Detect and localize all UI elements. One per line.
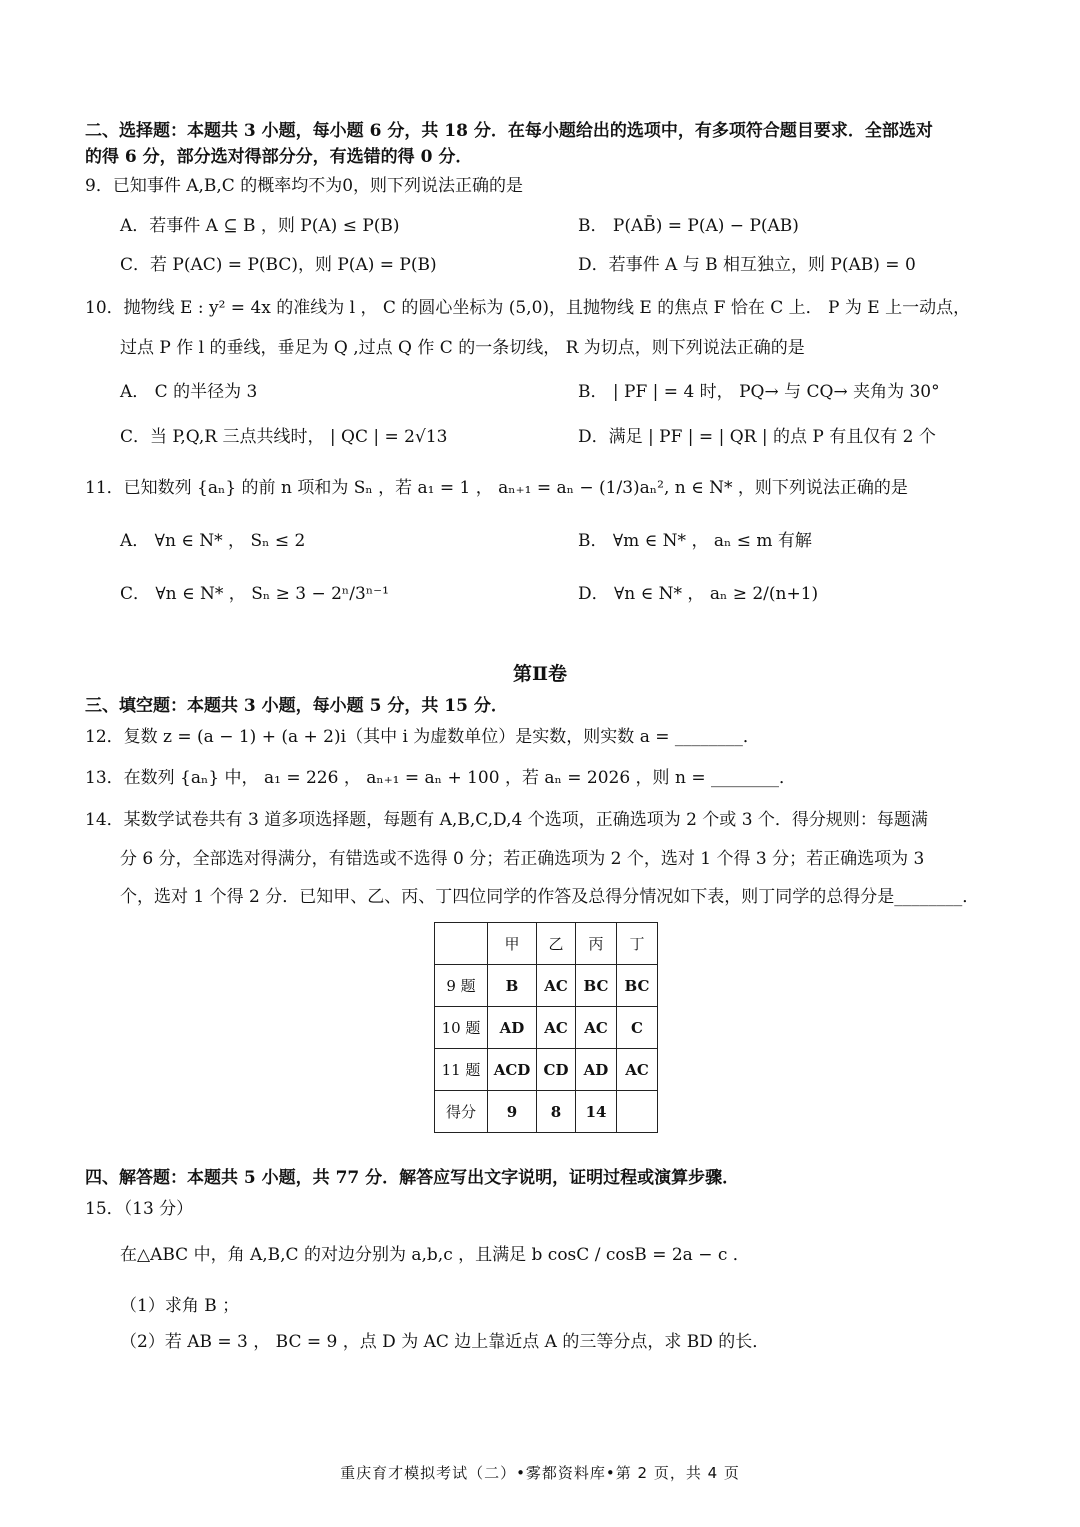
q11-option-a: A． ∀n ∈ N* ， Sₙ ≤ 2 — [120, 531, 306, 551]
part2-title: 第Ⅱ卷 — [512, 663, 567, 685]
table-header-cell: 丙 — [576, 923, 617, 965]
table-cell: AD — [488, 1007, 537, 1049]
q14-line1: 14．某数学试卷共有 3 道多项选择题，每题有 A,B,C,D,4 个选项，正确选项为 2 个或 3 个．得分规则：每题满 — [85, 810, 928, 830]
table-header-cell — [435, 923, 488, 965]
table-row — [435, 1091, 658, 1133]
table-cell: 14 — [576, 1091, 617, 1133]
score-table — [434, 922, 658, 1133]
q12-text: 12．复数 z = (a − 1) + (a + 2)i（其中 i 为虚数单位）是实数，则实数 a = ________． — [85, 727, 760, 747]
q9-option-b: B． P(AB̄) = P(A) − P(AB) — [578, 216, 799, 236]
table-row — [435, 1049, 658, 1091]
table-header-row — [435, 923, 658, 965]
section4-header: 四、解答题：本题共 5 小题，共 77 分．解答应写出文字说明，证明过程或演算步骤． — [85, 1168, 740, 1188]
table-cell: AC — [537, 965, 576, 1007]
table-cell: AC — [617, 1049, 658, 1091]
table-cell: 11 题 — [435, 1049, 488, 1091]
q10-stem-line1: 10．抛物线 E : y² = 4x 的准线为 l ， C 的圆心坐标为 (5,0)，且抛物线 E 的焦点 F 恰在 C 上． P 为 E 上一动点， — [85, 298, 971, 318]
q14-line2: 分 6 分，全部选对得满分，有错选或不选得 0 分；若正确选项为 2 个，选对 1 个得 3 分；若正确选项为 3 — [120, 849, 925, 869]
table-cell: BC — [617, 965, 658, 1007]
q9-option-a: A．若事件 A ⊆ B ，则 P(A) ≤ P(B) — [120, 216, 400, 236]
table-cell: BC — [576, 965, 617, 1007]
table-header-cell: 乙 — [537, 923, 576, 965]
page-footer: 重庆育才模拟考试（二）•雾都资料库•第 2 页，共 4 页 — [340, 1464, 740, 1482]
q11-option-c: C． ∀n ∈ N* ， Sₙ ≥ 3 − 2ⁿ/3ⁿ⁻¹ — [120, 584, 389, 604]
table-cell: ACD — [488, 1049, 537, 1091]
q10-option-d: D．满足 | PF | = | QR | 的点 P 有且仅有 2 个 — [578, 427, 936, 447]
table-cell: 9 题 — [435, 965, 488, 1007]
table-cell: AC — [537, 1007, 576, 1049]
q9-option-c: C．若 P(AC) = P(BC)，则 P(A) = P(B) — [120, 255, 437, 275]
section2-header-line1: 二、选择题：本题共 3 小题，每小题 6 分，共 18 分．在每小题给出的选项中，有多项符合题目要求．全部选对 — [85, 121, 933, 141]
table-cell: C — [617, 1007, 658, 1049]
section3-header: 三、填空题：本题共 3 小题，每小题 5 分，共 15 分． — [85, 696, 508, 716]
q11-option-b: B． ∀m ∈ N* ， aₙ ≤ m 有解 — [578, 531, 812, 551]
table-header-cell: 丁 — [617, 923, 658, 965]
q11-stem: 11．已知数列 {aₙ} 的前 n 项和为 Sₙ ，若 a₁ = 1 ， aₙ₊₁ = aₙ − (1/3)aₙ², n ∈ N* ，则下列说法正确的是 — [85, 478, 908, 498]
table-row — [435, 965, 658, 1007]
q10-option-b: B． | PF | = 4 时， PQ→ 与 CQ→ 夹角为 30° — [578, 382, 940, 402]
q15-number: 15．（13 分） — [85, 1199, 194, 1219]
q9-stem: 9．已知事件 A,B,C 的概率均不为0，则下列说法正确的是 — [85, 176, 524, 196]
table-cell: 得分 — [435, 1091, 488, 1133]
q10-stem-line2: 过点 P 作 l 的垂线，垂足为 Q ,过点 Q 作 C 的一条切线， R 为切点，则下列说法正确的是 — [120, 338, 805, 358]
q13-text: 13．在数列 {aₙ} 中， a₁ = 226 ， aₙ₊₁ = aₙ + 100 ，若 aₙ = 2026 ，则 n = ________． — [85, 768, 796, 788]
q9-option-d: D．若事件 A 与 B 相互独立，则 P(AB) = 0 — [578, 255, 916, 275]
q14-line3: 个，选对 1 个得 2 分．已知甲、乙、丙、丁四位同学的作答及总得分情况如下表，则丁同学的总得分是________． — [120, 887, 980, 907]
table-cell: B — [488, 965, 537, 1007]
q10-option-c: C．当 P,Q,R 三点共线时， | QC | = 2√13 — [120, 427, 448, 447]
table-cell: AD — [576, 1049, 617, 1091]
table-cell: 9 — [488, 1091, 537, 1133]
q11-option-d: D． ∀n ∈ N* ， aₙ ≥ 2/(n+1) — [578, 584, 819, 604]
q15-part1: （1）求角 B ； — [120, 1296, 240, 1316]
table-cell: 8 — [537, 1091, 576, 1133]
q15-part2: （2）若 AB = 3 ， BC = 9 ，点 D 为 AC 边上靠近点 A 的三等分点，求 BD 的长． — [120, 1332, 770, 1352]
table-cell: 10 题 — [435, 1007, 488, 1049]
table-row — [435, 1007, 658, 1049]
table-cell — [617, 1091, 658, 1133]
q15-stem: 在△ABC 中，角 A,B,C 的对边分别为 a,b,c ，且满足 b cosC / cosB = 2a − c ． — [120, 1245, 750, 1265]
q10-option-a: A． C 的半径为 3 — [120, 382, 258, 402]
table-cell: AC — [576, 1007, 617, 1049]
table-cell: CD — [537, 1049, 576, 1091]
section2-header-line2: 的得 6 分，部分选对得部分分，有选错的得 0 分． — [85, 147, 473, 167]
table-header-cell: 甲 — [488, 923, 537, 965]
